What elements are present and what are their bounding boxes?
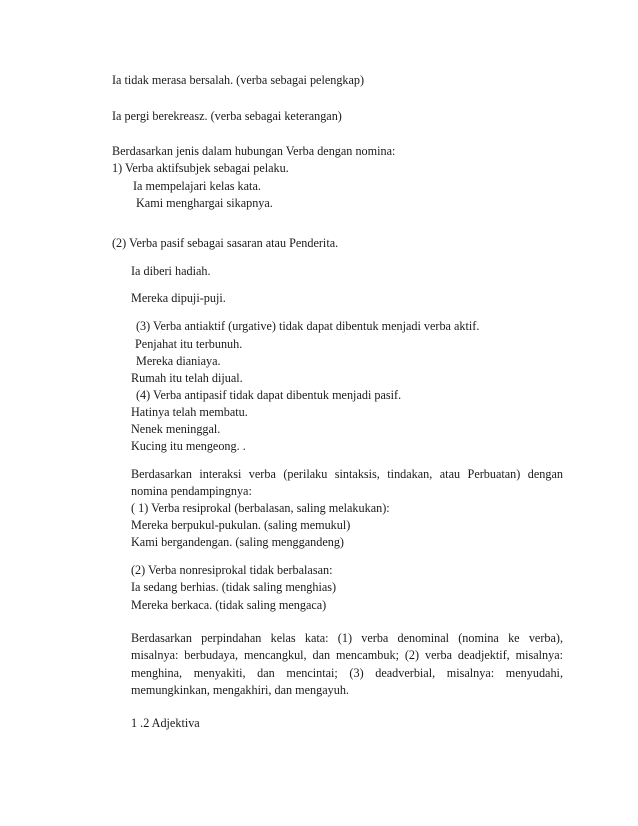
- text-line: Berdasarkan interaksi verba (perilaku sintaksis, tindakan, atau Perbuatan) dengan: [131, 467, 563, 481]
- text-line: Kami menghargai sikapnya.: [136, 196, 273, 210]
- text-line: Ia pergi berekreasz. (verba sebagai keterangan): [112, 109, 342, 123]
- text-line: Ia sedang berhias. (tidak saling menghias): [131, 580, 337, 594]
- text-line: Penjahat itu terbunuh.: [135, 337, 243, 351]
- text-line: (2) Verba nonresiprokal tidak berbalasan:: [131, 563, 333, 577]
- text-line: misalnya: berbudaya, mencangkul, dan mencambuk; (2) verba deadjektif, misalnya:: [131, 648, 563, 662]
- text-line: Mereka berkaca. (tidak saling mengaca): [131, 598, 327, 612]
- text-line: (3) Verba antiaktif (urgative) tidak dapat dibentuk menjadi verba aktif.: [136, 319, 480, 333]
- text-line: Mereka dianiaya.: [136, 354, 221, 368]
- text-line: memungkinkan, mengakhiri, dan mengayuh.: [131, 683, 349, 697]
- text-line: (2) Verba pasif sebagai sasaran atau Penderita.: [112, 236, 339, 250]
- text-line: menghina, menyakiti, dan mencintai; (3) deadverbial, misalnya: menyudahi,: [131, 666, 563, 680]
- text-line: Ia tidak merasa bersalah. (verba sebagai pelengkap): [112, 73, 365, 87]
- text-line: Mereka berpukul-pukulan. (saling memukul): [131, 518, 351, 532]
- text-line: Mereka dipuji-puji.: [131, 291, 226, 305]
- text-line: Ia mempelajari kelas kata.: [133, 179, 261, 193]
- text-line: Rumah itu telah dijual.: [131, 371, 243, 385]
- text-line: (4) Verba antipasif tidak dapat dibentuk menjadi pasif.: [136, 388, 402, 402]
- text-line: Kucing itu mengeong. .: [131, 439, 246, 453]
- text-line: Hatinya telah membatu.: [131, 405, 248, 419]
- text-line: Berdasarkan perpindahan kelas kata: (1) verba denominal (nomina ke verba),: [131, 631, 563, 645]
- section-heading: 1 .2 Adjektiva: [131, 716, 200, 730]
- text-line: Berdasarkan jenis dalam hubungan Verba dengan nomina:: [112, 144, 396, 158]
- list-item: 1) Verba aktifsubjek sebagai pelaku.: [112, 161, 289, 175]
- text-line: Ia diberi hadiah.: [131, 264, 211, 278]
- text-line: nomina pendampingnya:: [131, 484, 252, 498]
- text-line: Nenek meninggal.: [131, 422, 221, 436]
- text-line: ( 1) Verba resiprokal (berbalasan, saling melakukan):: [131, 501, 390, 515]
- text-line: Kami bergandengan. (saling menggandeng): [131, 535, 344, 549]
